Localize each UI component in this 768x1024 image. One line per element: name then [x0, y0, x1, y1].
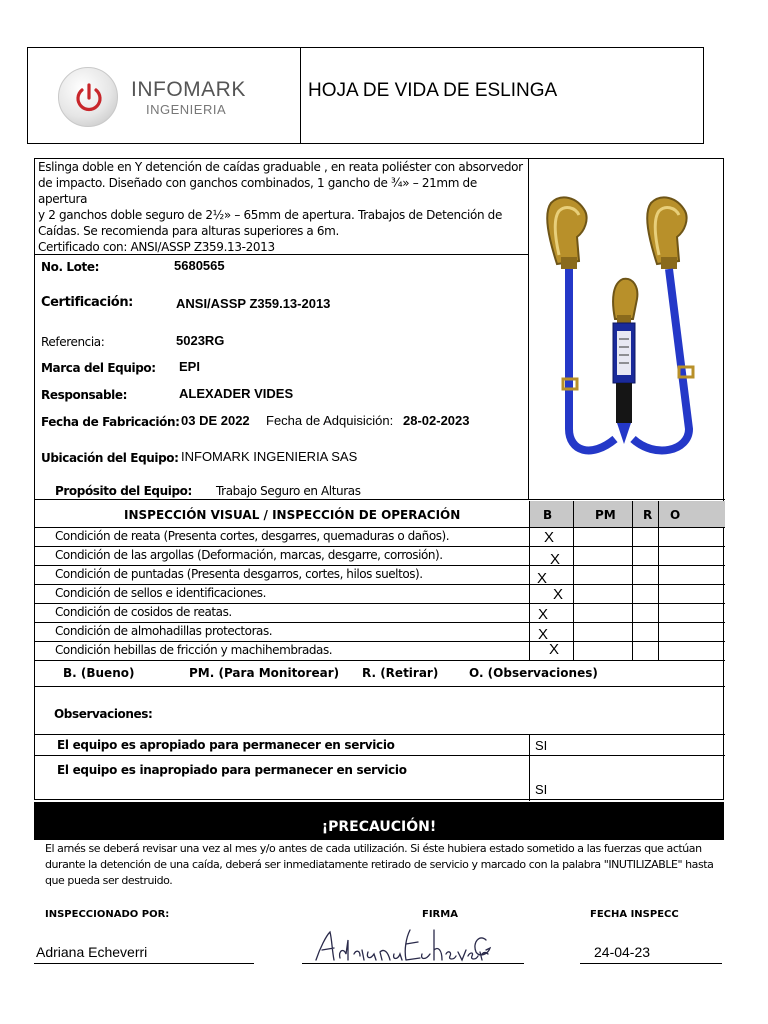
inspector-line [34, 963, 254, 964]
right-hook-icon [647, 197, 686, 269]
reference-label: Referencia: [41, 335, 105, 349]
inapropiado-value: SI [535, 782, 548, 797]
caution-text [45, 841, 725, 889]
rating-columns-header [529, 501, 725, 527]
signature-line [302, 963, 524, 964]
observations-label: Observaciones: [54, 707, 153, 721]
inapropiado-label: El equipo es inapropiado para permanecer en servicio [57, 763, 407, 777]
column-divider [529, 585, 530, 603]
column-divider [529, 756, 530, 801]
caution-line: El arnés se deberá revisar una vez al mes y/o antes de cada utilización. Si éste hubiera estado sometido a las fuerzas que actúan [45, 842, 702, 855]
column-divider [529, 547, 530, 565]
inspection-title: INSPECCIÓN VISUAL / INSPECCIÓN DE OPERACIÓN [124, 508, 461, 522]
description-line: Eslinga doble en Y detención de caídas graduable , en reata poliéster con absorvedor [38, 160, 523, 174]
column-divider [573, 566, 574, 584]
column-divider [573, 642, 574, 660]
purpose-label: Propósito del Equipo: [55, 484, 192, 498]
column-divider [529, 735, 530, 755]
description-line: y 2 ganchos doble seguro de 2½» – 65mm de apertura. Trabajos de Detención de [38, 208, 502, 222]
logo-subtitle: INGENIERIA [146, 102, 227, 117]
row-mark: X [544, 529, 555, 546]
row-mark: X [553, 586, 564, 603]
lote-value: 5680565 [174, 258, 225, 273]
purpose-value: Trabajo Seguro en Alturas [216, 484, 361, 498]
row-mark: X [538, 606, 549, 623]
column-divider [658, 604, 659, 622]
column-divider [658, 547, 659, 565]
date-line [580, 963, 722, 964]
legend-r: R. (Retirar) [362, 666, 439, 680]
apropiado-label: El equipo es apropiado para permanecer en servicio [57, 738, 395, 752]
column-divider [573, 547, 574, 565]
lote-label: No. Lote: [41, 260, 99, 274]
caution-title: ¡PRECAUCIÓN! [321, 819, 437, 835]
column-pm: PM [595, 508, 616, 522]
power-icon [58, 67, 118, 127]
brand-label: Marca del Equipo: [41, 361, 156, 375]
inspection-date-value: 24-04-23 [594, 944, 651, 960]
column-divider [658, 642, 659, 660]
legend-b: B. (Bueno) [63, 666, 135, 680]
column-divider [573, 528, 574, 546]
center-hook-icon [613, 279, 637, 323]
column-divider [573, 501, 574, 527]
column-divider [658, 585, 659, 603]
row-mark: X [537, 570, 548, 587]
column-divider [573, 623, 574, 641]
column-divider [529, 623, 530, 641]
table-row [35, 566, 725, 585]
inspection-table-header [35, 501, 725, 528]
row-text: Condición de las argollas (Deformación, marcas, desgarre, corrosión). [55, 548, 443, 562]
row-text: Condición hebillas de fricción y machihembradas. [55, 643, 333, 657]
column-divider [529, 528, 530, 546]
row-text: Condición de almohadillas protectoras. [55, 624, 273, 638]
column-divider [632, 566, 633, 584]
rating-legend [35, 661, 725, 687]
document-header [27, 47, 704, 144]
column-divider [632, 528, 633, 546]
column-o: O [670, 508, 681, 522]
observations-section [35, 687, 725, 735]
table-row [35, 528, 725, 547]
caution-line: que pueda ser destruido. [45, 874, 173, 887]
certification-label: Certificación: [41, 295, 133, 310]
signature-label: FIRMA [422, 909, 458, 920]
column-divider [632, 642, 633, 660]
brand-value: EPI [179, 359, 200, 374]
document-title: HOJA DE VIDA DE ESLINGA [308, 80, 558, 101]
row-text: Condición de puntadas (Presenta desgarros, cortes, hilos sueltos). [55, 567, 423, 581]
column-divider [658, 623, 659, 641]
table-row [35, 623, 725, 642]
responsible-value: ALEXADER VIDES [179, 386, 294, 401]
column-divider [529, 604, 530, 622]
acquisition-date-value: 28-02-2023 [403, 413, 470, 428]
column-r: R [643, 508, 653, 522]
product-photo [529, 159, 725, 500]
row-mark: X [550, 551, 561, 568]
table-row [35, 604, 725, 623]
handwritten-signature [310, 920, 495, 966]
table-row [35, 547, 725, 566]
table-row [35, 585, 725, 604]
column-divider [632, 623, 633, 641]
caution-line: durante la detención de una caída, deberá ser inmediatamente retirado de servicio y marcado con la palabra "INUTILIZABLE" hasta [45, 858, 714, 871]
location-value: INFOMARK INGENIERIA SAS [181, 449, 358, 464]
inspection-date-label: FECHA INSPECC [590, 909, 679, 920]
status-apropiado-row [35, 735, 725, 756]
column-divider [573, 585, 574, 603]
table-row [35, 642, 725, 661]
status-inapropiado-row [35, 756, 725, 801]
acquisition-date-label: Fecha de Adquisición: [266, 413, 394, 428]
responsible-label: Responsable: [41, 388, 127, 402]
manufacture-date-value: 03 DE 2022 [181, 413, 250, 428]
lanyard-illustration [529, 159, 725, 500]
caution-banner [34, 802, 724, 840]
description-line: Certificado con: ANSI/ASSP Z359.13-2013 [38, 240, 275, 254]
company-logo [28, 48, 301, 143]
inspector-name: Adriana Echeverri [36, 944, 148, 960]
legend-pm: PM. (Para Monitorear) [189, 666, 340, 680]
column-divider [632, 547, 633, 565]
column-divider [529, 566, 530, 584]
location-label: Ubicación del Equipo: [41, 451, 179, 465]
column-divider [632, 585, 633, 603]
column-divider [658, 566, 659, 584]
main-form [34, 158, 724, 800]
inspector-label: INSPECCIONADO POR: [45, 909, 170, 920]
inspection-rows [35, 528, 725, 661]
product-description [35, 159, 529, 255]
column-divider [658, 528, 659, 546]
apropiado-value: SI [535, 738, 548, 753]
description-line: Caídas. Se recomienda para alturas superiores a 6m. [38, 224, 339, 238]
column-divider [529, 642, 530, 660]
column-divider [632, 501, 633, 527]
legend-o: O. (Observaciones) [469, 666, 598, 680]
row-mark: X [549, 641, 560, 658]
row-text: Condición de reata (Presenta cortes, desgarres, quemaduras o daños). [55, 529, 450, 543]
column-divider [573, 604, 574, 622]
row-mark: X [538, 626, 549, 643]
row-text: Condición de cosidos de reatas. [55, 605, 232, 619]
manufacture-date-label: Fecha de Fabricación: [41, 415, 180, 429]
equipment-info [35, 255, 529, 500]
description-line: de impacto. Diseñado con ganchos combinados, 1 gancho de ¾» – 21mm de apertura [38, 176, 477, 206]
logo-name: INFOMARK [131, 78, 246, 101]
column-divider [658, 501, 659, 527]
row-text: Condición de sellos e identificaciones. [55, 586, 266, 600]
column-b: B [543, 508, 553, 522]
reference-value: 5023RG [176, 333, 225, 348]
left-hook-icon [547, 197, 586, 269]
certification-value: ANSI/ASSP Z359.13-2013 [176, 296, 331, 311]
column-divider [632, 604, 633, 622]
